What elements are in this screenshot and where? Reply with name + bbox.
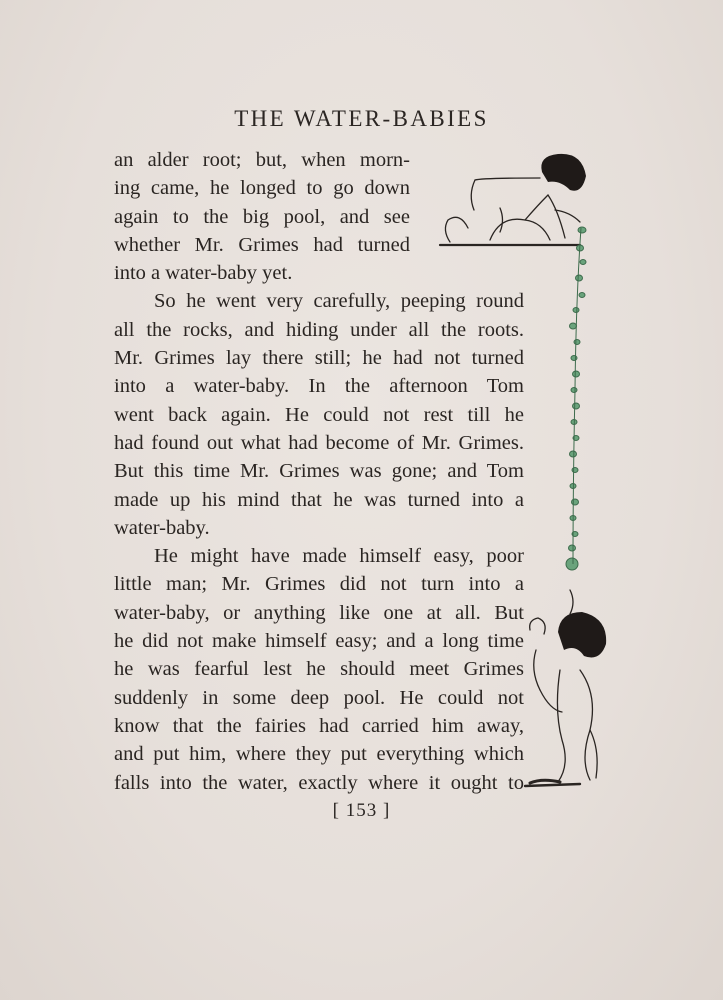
text-line: into a water-baby. In the afternoon Tom xyxy=(114,375,524,398)
text-line: went back again. He could not rest till he xyxy=(114,403,524,426)
green-weed-vine xyxy=(566,227,586,570)
text-line: made up his mind that he was turned into a xyxy=(114,488,524,511)
text-line: water-baby. xyxy=(114,516,210,539)
standing-baby-hair xyxy=(558,612,606,658)
text-line: into a water-baby yet. xyxy=(114,262,293,285)
text-line: So he went very carefully, peeping round xyxy=(154,290,524,313)
text-line: He might have made himself easy, poor xyxy=(154,545,524,568)
text-line: water-baby, or anything like one at all. But xyxy=(114,601,524,624)
text-line: falls into the water, exactly where it ought to xyxy=(114,771,524,794)
baby-hair xyxy=(541,154,586,191)
text-line: ing came, he longed to go down xyxy=(114,177,410,200)
text-line: had found out what had become of Mr. Grimes. xyxy=(114,431,524,454)
text-line: again to the big pool, and see xyxy=(114,205,410,228)
water-babies-illustration xyxy=(430,150,630,800)
text-line: and put him, where they put everything which xyxy=(114,743,524,766)
text-line: little man; Mr. Grimes did not turn into a xyxy=(114,573,524,596)
page-number: [ 153 ] xyxy=(332,800,391,821)
text-line: whether Mr. Grimes had turned xyxy=(114,233,410,256)
text-line: know that the fairies had carried him away, xyxy=(114,714,524,737)
text-line: suddenly in some deep pool. He could not xyxy=(114,686,524,709)
text-line: all the rocks, and hiding under all the roots. xyxy=(114,318,524,341)
text-line: Mr. Grimes lay there still; he had not turned xyxy=(114,347,524,370)
text-line: he did not make himself easy; and a long time xyxy=(114,630,524,653)
text-line: an alder root; but, when morn- xyxy=(114,149,410,171)
running-title: THE WATER-BABIES xyxy=(234,106,489,131)
text-line: But this time Mr. Grimes was gone; and Tom xyxy=(114,460,524,483)
text-line: he was fearful lest he should meet Grimes xyxy=(114,658,524,681)
